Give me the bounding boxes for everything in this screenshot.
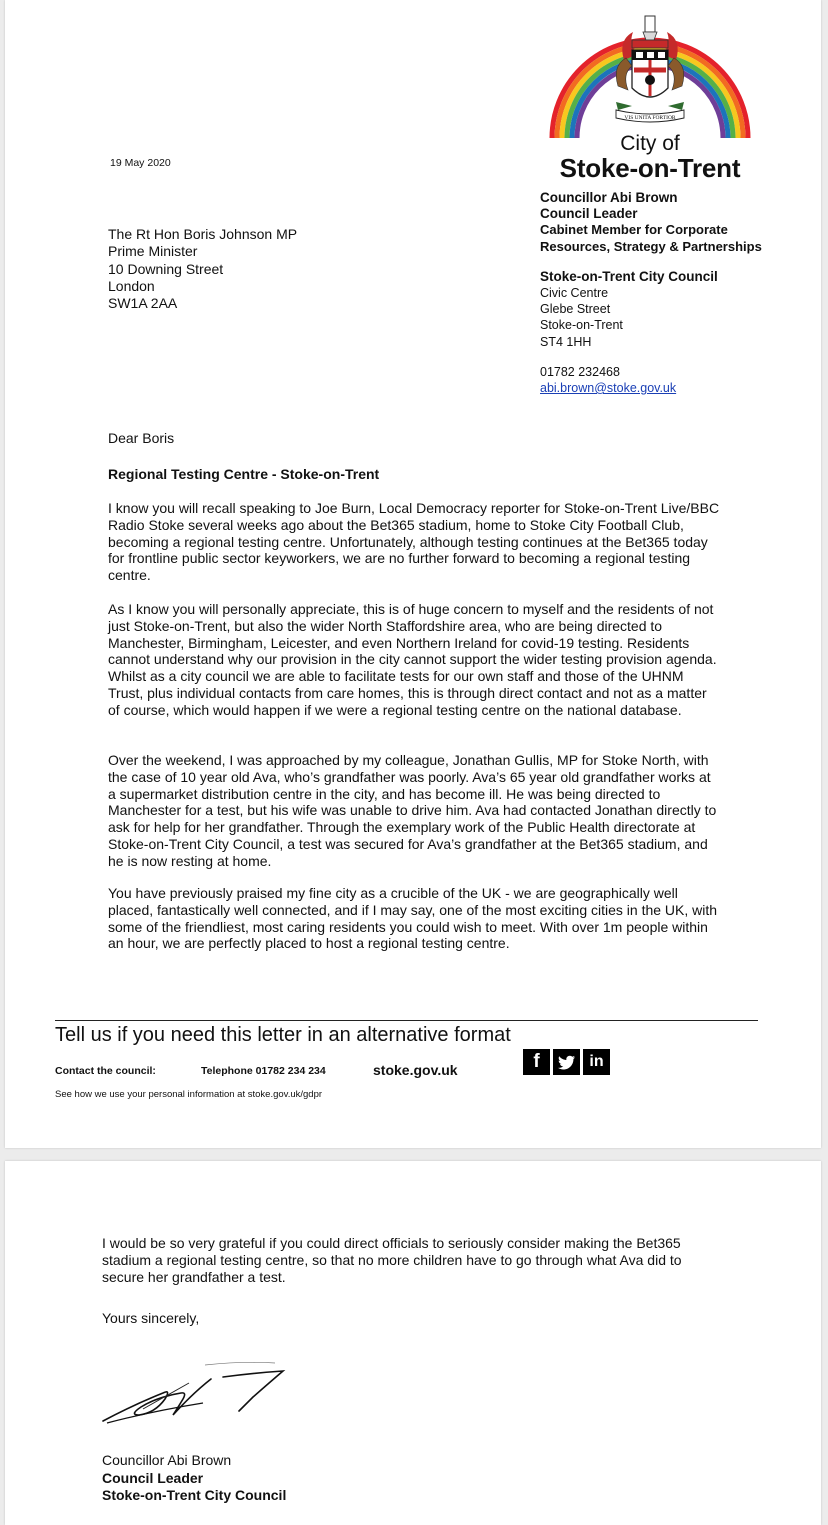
paragraph-line: I would be so very grateful if you could direct officials to seriously consider making the Bet365: [102, 1235, 681, 1251]
sender-email-link[interactable]: abi.brown@stoke.gov.uk: [540, 381, 677, 396]
paragraph-line: Radio Stoke several weeks ago about the Bet365 stadium, home to Stoke City Football Club,: [108, 516, 684, 533]
paragraph-line: some of the friendliest, most caring residents you could wish to meet. With over 1m people within: [108, 918, 708, 935]
paragraph-line: becoming a regional testing centre. Unfortunately, although testing continues at the Bet365 today: [108, 533, 708, 550]
recipient-line: London: [108, 277, 155, 294]
paragraph-line: Stoke-on-Trent City Council, a test was secured for Ava’s grandfather at the Bet365 stadium, and: [108, 835, 708, 852]
paragraph-line: secure her grandfather a test.: [102, 1268, 286, 1285]
recipient-address: [108, 226, 297, 312]
paragraph-line: a supermarket distribution centre in the city, and has become ill. He was being directed to: [108, 785, 661, 802]
footer-divider: [55, 1020, 758, 1021]
linkedin-icon[interactable]: in: [583, 1049, 610, 1075]
body-paragraph: [108, 752, 788, 870]
coat-of-arms-icon: [616, 16, 684, 122]
sender-address-line: Stoke-on-Trent: [540, 318, 623, 333]
paragraph-line: Manchester, Birmingham, Leicester, and even Northern Ireland for covid-19 testing. Residents: [108, 634, 690, 651]
body-paragraph: [108, 500, 788, 584]
signoff-name: Councillor Abi Brown: [102, 1452, 232, 1468]
closing-phrase: Yours sincerely,: [102, 1310, 200, 1326]
paragraph-line: centre.: [108, 567, 151, 584]
sender-address-line: ST4 1HH: [540, 334, 592, 349]
paragraph-line: You have previously praised my fine city as a crucible of the UK - we are geographically well: [108, 885, 678, 901]
contact-website-link[interactable]: stoke.gov.uk: [373, 1062, 458, 1078]
letter-page-2: [5, 1161, 821, 1525]
letter-page-1: [5, 0, 821, 1148]
paragraph-line: Manchester for a test, but his wife was unable to drive him. Ava had contacted Jonathan directly to: [108, 802, 717, 819]
sender-address-line: Glebe Street: [540, 302, 611, 317]
sender-phone: 01782 232468: [540, 364, 620, 379]
recipient-line: 10 Downing Street: [108, 260, 224, 277]
paragraph-line: Whilst as a city council we are able to facilitate tests for our own staff and those of the UHNM: [108, 668, 684, 685]
recipient-line: The Rt Hon Boris Johnson MP: [108, 226, 298, 242]
paragraph-line: As I know you will personally appreciate, this is of huge concern to myself and the residents of not: [108, 601, 714, 617]
letter-date: 19 May 2020: [110, 157, 171, 169]
paragraph-line: Over the weekend, I was approached by my colleague, Jonathan Gullis, MP for Stoke North, with: [108, 752, 709, 768]
footer-title: Tell us if you need this letter in an alternative format: [55, 1024, 511, 1046]
signoff-role: Council Leader: [102, 1469, 204, 1486]
privacy-note: See how we use your personal information at stoke.gov.uk/gdpr: [55, 1089, 323, 1100]
signoff-block: [102, 1452, 286, 1505]
crest-motto: VIS UNITA FORTIOR: [624, 115, 676, 121]
sender-council: Stoke-on-Trent City Council: [540, 268, 718, 284]
contact-phone: Telephone 01782 234 234: [201, 1065, 326, 1077]
paragraph-line: an hour, we are perfectly placed to host a regional testing centre.: [108, 935, 510, 952]
contact-label: Contact the council:: [55, 1065, 156, 1077]
salutation: Dear Boris: [108, 430, 175, 446]
paragraph-line: ask for help for her grandfather. Through the exemplary work of the Public Health directorate at: [108, 819, 696, 836]
signoff-council: Stoke-on-Trent City Council: [102, 1487, 287, 1503]
paragraph-line: stadium a regional testing centre, so that no more children have to go through what Ava did to: [102, 1251, 682, 1268]
handwritten-signature: [93, 1353, 293, 1433]
logo-city-of: City of: [620, 132, 680, 155]
paragraph-line: of course, which would happen if we were a regional testing centre on the national database.: [108, 701, 682, 718]
closing-paragraph: [102, 1235, 782, 1285]
body-paragraph: [108, 885, 788, 952]
paragraph-line: the case of 10 year old Ava, who’s grandfather was poorly. Ava’s 65 year old grandfather works at: [108, 768, 711, 785]
paragraph-line: Trust, plus individual contacts from care homes, this is through direct contact and not as a matter: [108, 684, 707, 701]
recipient-line: Prime Minister: [108, 243, 198, 260]
twitter-icon[interactable]: [553, 1049, 580, 1075]
paragraph-line: for frontline public sector keyworkers, we are no further forward to becoming a regional testing: [108, 550, 691, 567]
paragraph-line: just Stoke-on-Trent, but also the wider North Staffordshire area, who are being directed to: [108, 617, 663, 634]
paragraph-line: placed, fantastically well connected, and if I may say, one of the most exciting cities in the UK, with: [108, 901, 718, 918]
sender-address-line: Civic Centre: [540, 286, 609, 301]
logo-stoke-on-trent: Stoke-on-Trent: [559, 153, 741, 183]
sender-cabinet-line: Cabinet Member for Corporate: [540, 222, 728, 238]
sender-role: Council Leader: [540, 206, 638, 222]
paragraph-line: he is now resting at home.: [108, 852, 272, 869]
social-icons: [523, 1049, 610, 1075]
recipient-line: SW1A 2AA: [108, 295, 178, 312]
paragraph-line: cannot understand why our provision in the city cannot support the wider testing provision agenda.: [108, 651, 717, 668]
body-paragraph: [108, 601, 788, 719]
sender-name: Councillor Abi Brown: [540, 190, 678, 205]
sender-cabinet-line: Resources, Strategy & Partnerships: [540, 238, 762, 254]
facebook-icon[interactable]: f: [523, 1049, 550, 1075]
paragraph-line: I know you will recall speaking to Joe Burn, Local Democracy reporter for Stoke-on-Trent Live/BBC: [108, 500, 720, 516]
city-of-stoke-logo: [548, 10, 752, 183]
letter-subject: Regional Testing Centre - Stoke-on-Trent: [108, 466, 380, 482]
sender-details: [540, 190, 762, 396]
rainbow-crest-emblem: [548, 10, 752, 140]
